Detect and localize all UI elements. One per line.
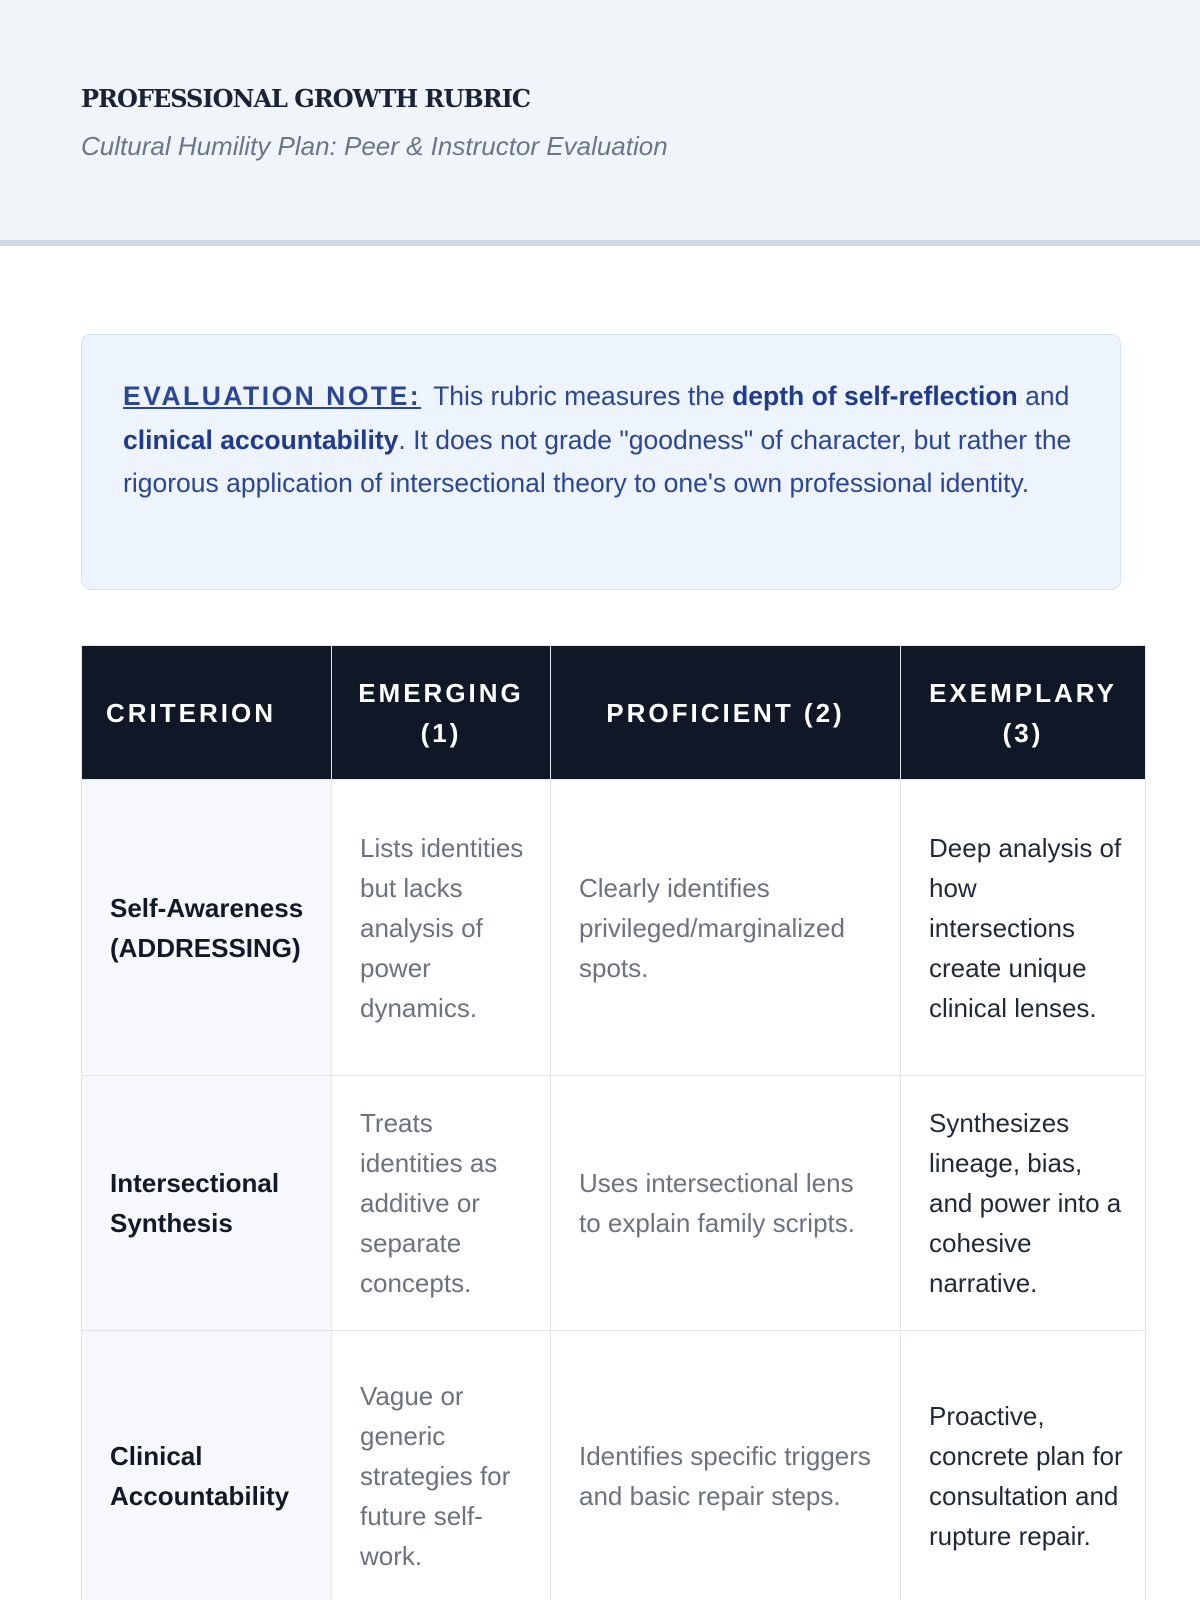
- note-text-2: and: [1017, 381, 1070, 411]
- page-subtitle: Cultural Humility Plan: Peer & Instructor Evaluation: [81, 131, 668, 161]
- emerging-cell: Lists identities but lacks analysis of power dynamics.: [332, 780, 551, 1076]
- evaluation-note-text: [123, 375, 1080, 506]
- rubric-table: [81, 645, 1146, 1600]
- proficient-cell: Uses intersectional lens to explain family scripts.: [551, 1076, 901, 1331]
- note-text-1: This rubric measures the: [433, 381, 733, 411]
- evaluation-note: [81, 334, 1121, 590]
- page-title: PROFESSIONAL GROWTH RUBRIC: [81, 84, 530, 113]
- emerging-cell: Vague or generic strategies for future self-work.: [332, 1331, 551, 1600]
- exemplary-cell: Synthesizes lineage, bias, and power into a cohesive narrative.: [901, 1076, 1146, 1331]
- proficient-cell: Clearly identifies privileged/marginalized spots.: [551, 780, 901, 1076]
- criterion-cell: Intersectional Synthesis: [82, 1076, 332, 1331]
- evaluation-note-label: EVALUATION NOTE:: [123, 381, 422, 411]
- header-emerging: EMERGING (1): [332, 646, 551, 780]
- criterion-cell: Self-Awareness (ADDRESSING): [82, 780, 332, 1076]
- table-row: [82, 1331, 1146, 1600]
- table-row: [82, 1076, 1146, 1331]
- criterion-cell: Clinical Accountability: [82, 1331, 332, 1600]
- note-text-3: . It does not grade "goodness" of character, but rather the rigorous application of intersectional theory to one's own professional identity.: [123, 424, 1072, 498]
- note-strong-1: depth of self-reflection: [732, 381, 1018, 411]
- header-criterion: CRITERION: [82, 646, 332, 780]
- table-row: [82, 780, 1146, 1076]
- table-header-row: [82, 646, 1146, 780]
- proficient-cell: Identifies specific triggers and basic repair steps.: [551, 1331, 901, 1600]
- emerging-cell: Treats identities as additive or separate concepts.: [332, 1076, 551, 1331]
- header-exemplary: EXEMPLARY (3): [901, 646, 1146, 780]
- exemplary-cell: Deep analysis of how intersections create unique clinical lenses.: [901, 780, 1146, 1076]
- header-proficient: PROFICIENT (2): [551, 646, 901, 780]
- note-strong-2: clinical accountability: [123, 424, 399, 455]
- page-header: [0, 0, 1200, 246]
- exemplary-cell: Proactive, concrete plan for consultation and rupture repair.: [901, 1331, 1146, 1600]
